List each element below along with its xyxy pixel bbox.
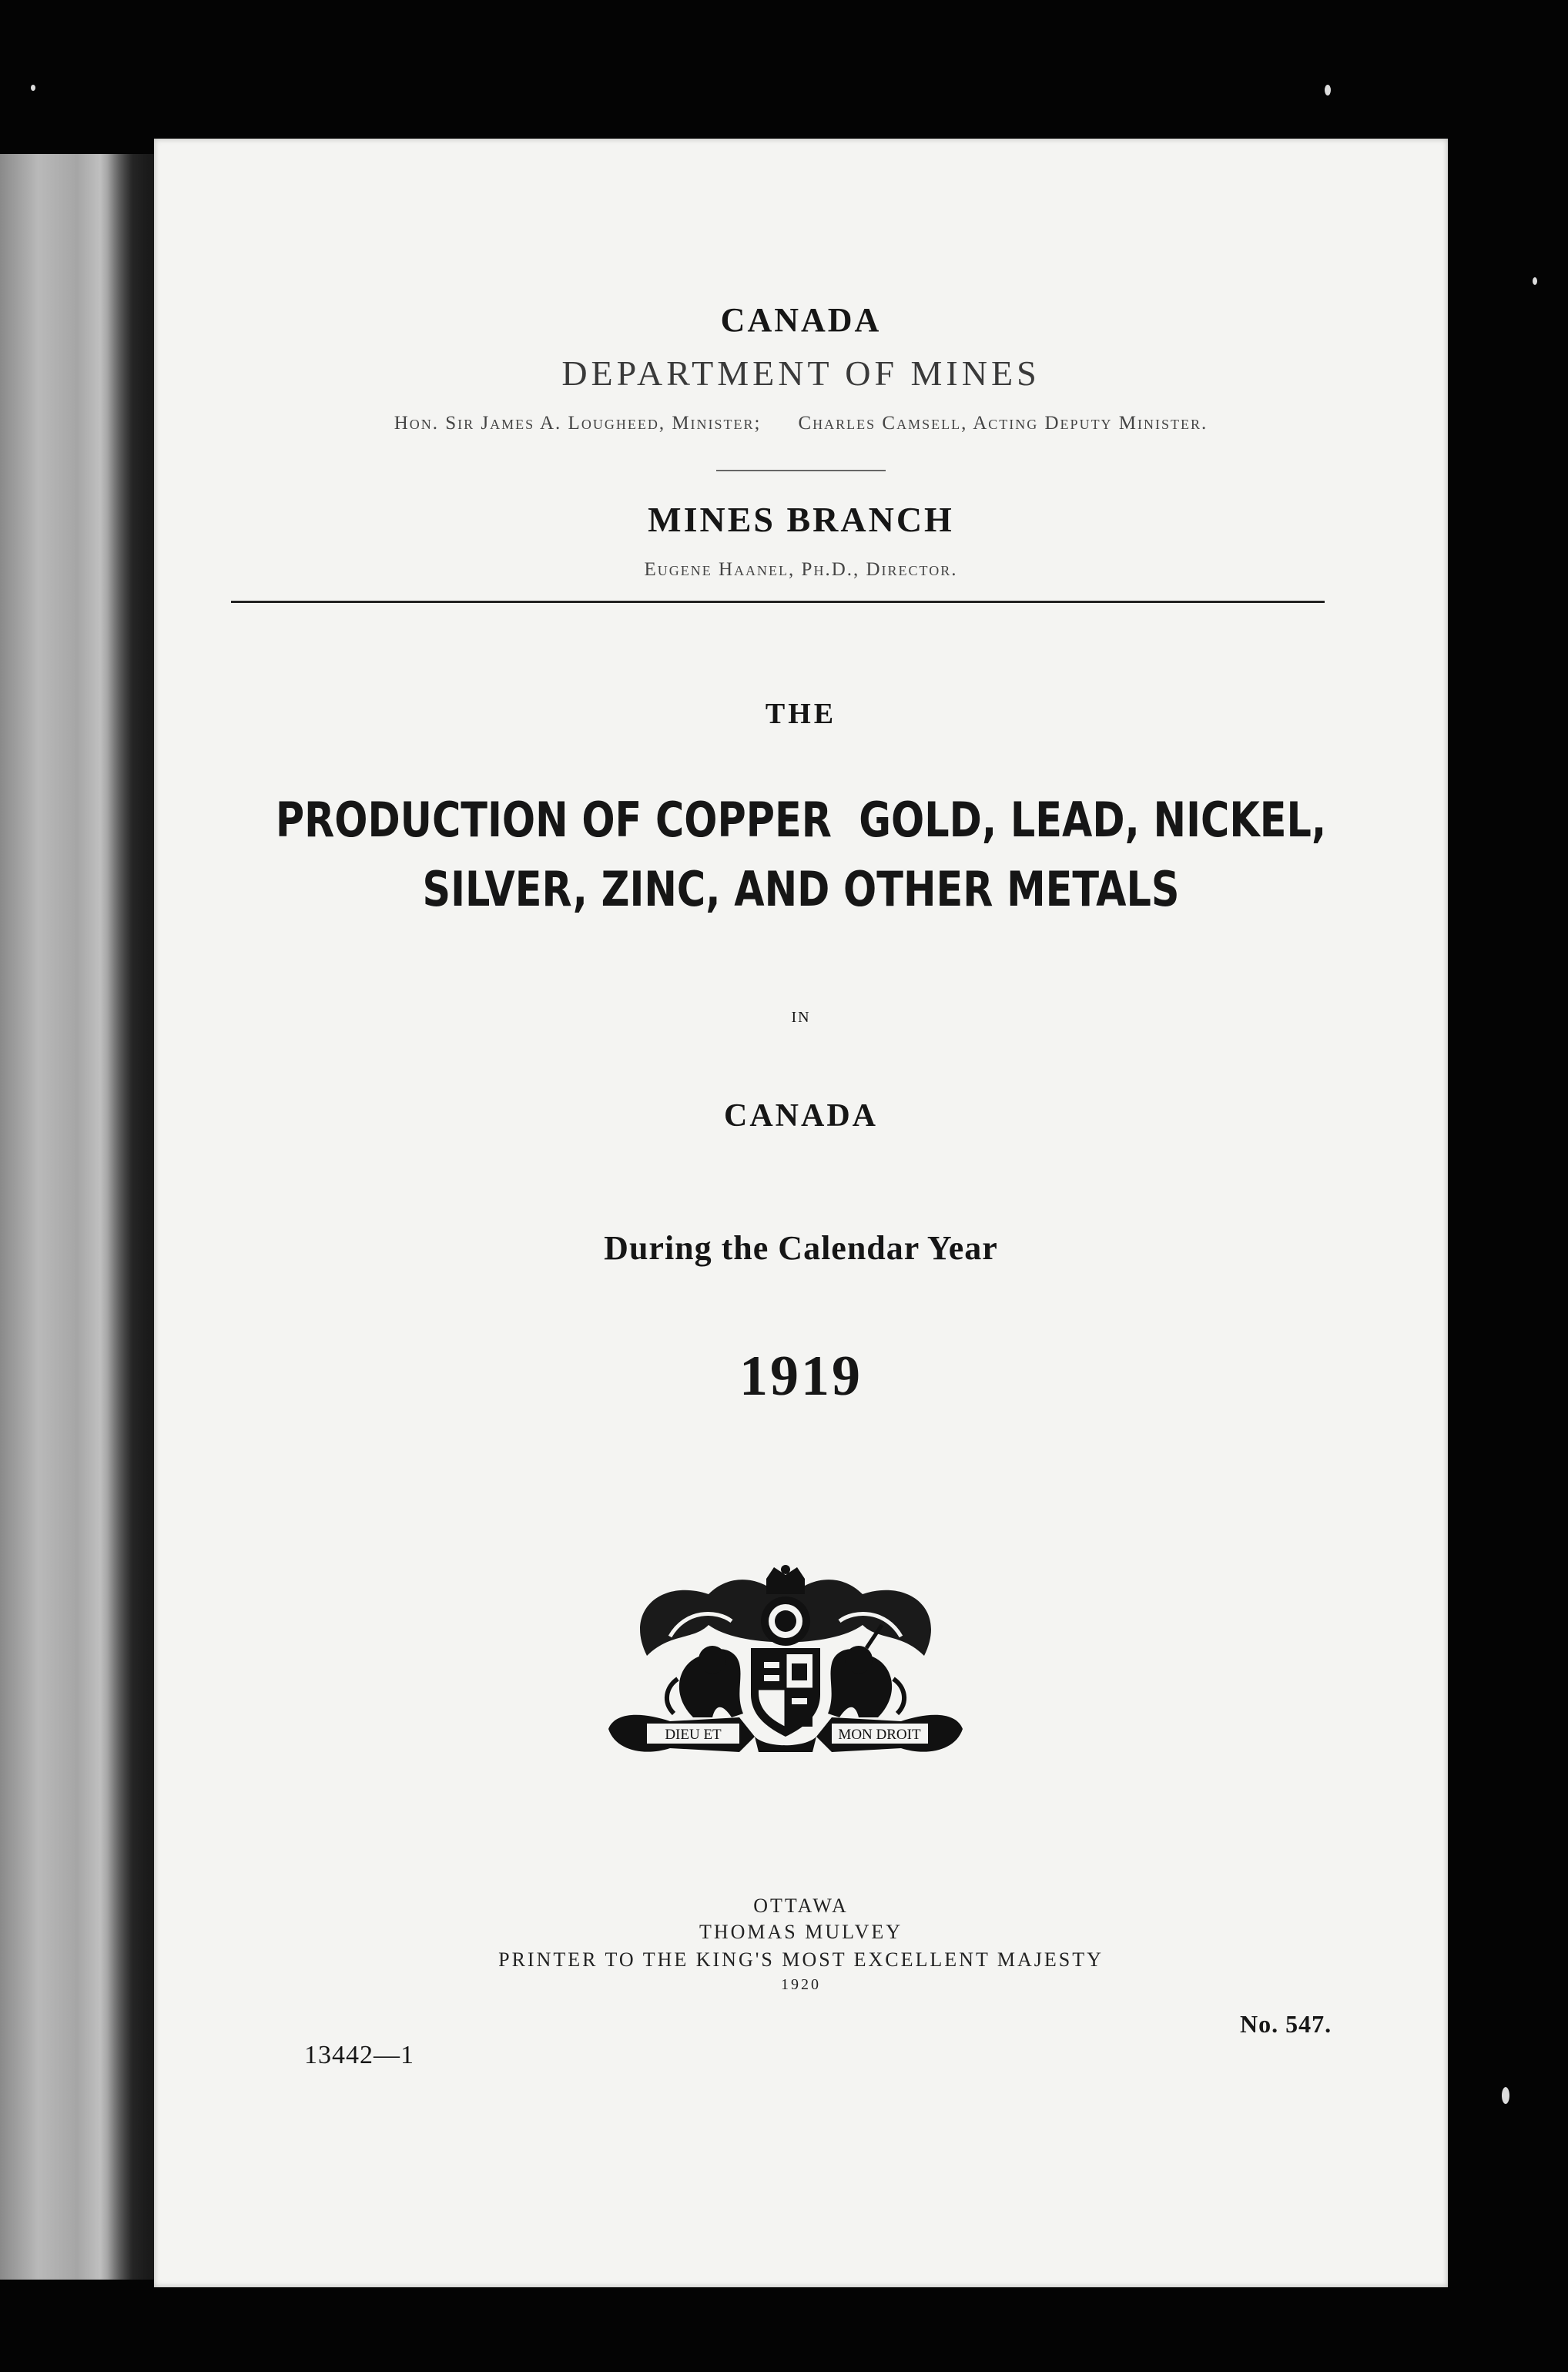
director-line: Eugene Haanel, Ph.D., Director. <box>644 559 958 580</box>
officials-line <box>154 413 1448 434</box>
title-page <box>154 139 1448 2287</box>
royal-coat-of-arms-icon <box>601 1563 970 1756</box>
dust-speck <box>1533 277 1537 285</box>
deputy-minister-name: Charles Camsell, Acting Deputy Minister. <box>798 413 1208 434</box>
binding-shadow <box>100 154 154 2280</box>
imprint-office: PRINTER TO THE KING'S MOST EXCELLENT MAJESTY <box>498 1948 1104 1971</box>
print-code: 13442—1 <box>304 2041 414 2069</box>
report-title <box>270 786 1332 924</box>
branch-heading: MINES BRANCH <box>648 500 954 539</box>
title-in: IN <box>791 1009 811 1026</box>
imprint-city: OTTAWA <box>753 1895 849 1917</box>
department-heading: DEPARTMENT OF MINES <box>561 353 1040 393</box>
dust-speck <box>31 85 35 91</box>
minister-name: Hon. Sir James A. Lougheed, Minister; <box>394 413 762 434</box>
imprint-printer: THOMAS MULVEY <box>699 1921 903 1943</box>
publication-number: No. 547. <box>1240 2010 1332 2038</box>
imprint-year: 1920 <box>781 1976 821 1993</box>
motto-left: DIEU ET <box>665 1727 722 1743</box>
short-divider <box>716 470 886 471</box>
long-divider <box>231 601 1325 603</box>
dust-speck <box>1502 2087 1509 2104</box>
dust-speck <box>1325 85 1331 95</box>
motto-right: MON DROIT <box>838 1727 921 1743</box>
title-line-2: SILVER, ZINC, AND OTHER METALS <box>422 861 1180 917</box>
title-line-1: PRODUCTION OF COPPER GOLD, LEAD, NICKEL, <box>275 792 1327 848</box>
title-country: CANADA <box>724 1098 878 1134</box>
country-heading: CANADA <box>720 301 882 339</box>
title-period: During the Calendar Year <box>604 1229 998 1267</box>
title-year: 1919 <box>739 1345 863 1408</box>
title-article: THE <box>765 698 837 730</box>
